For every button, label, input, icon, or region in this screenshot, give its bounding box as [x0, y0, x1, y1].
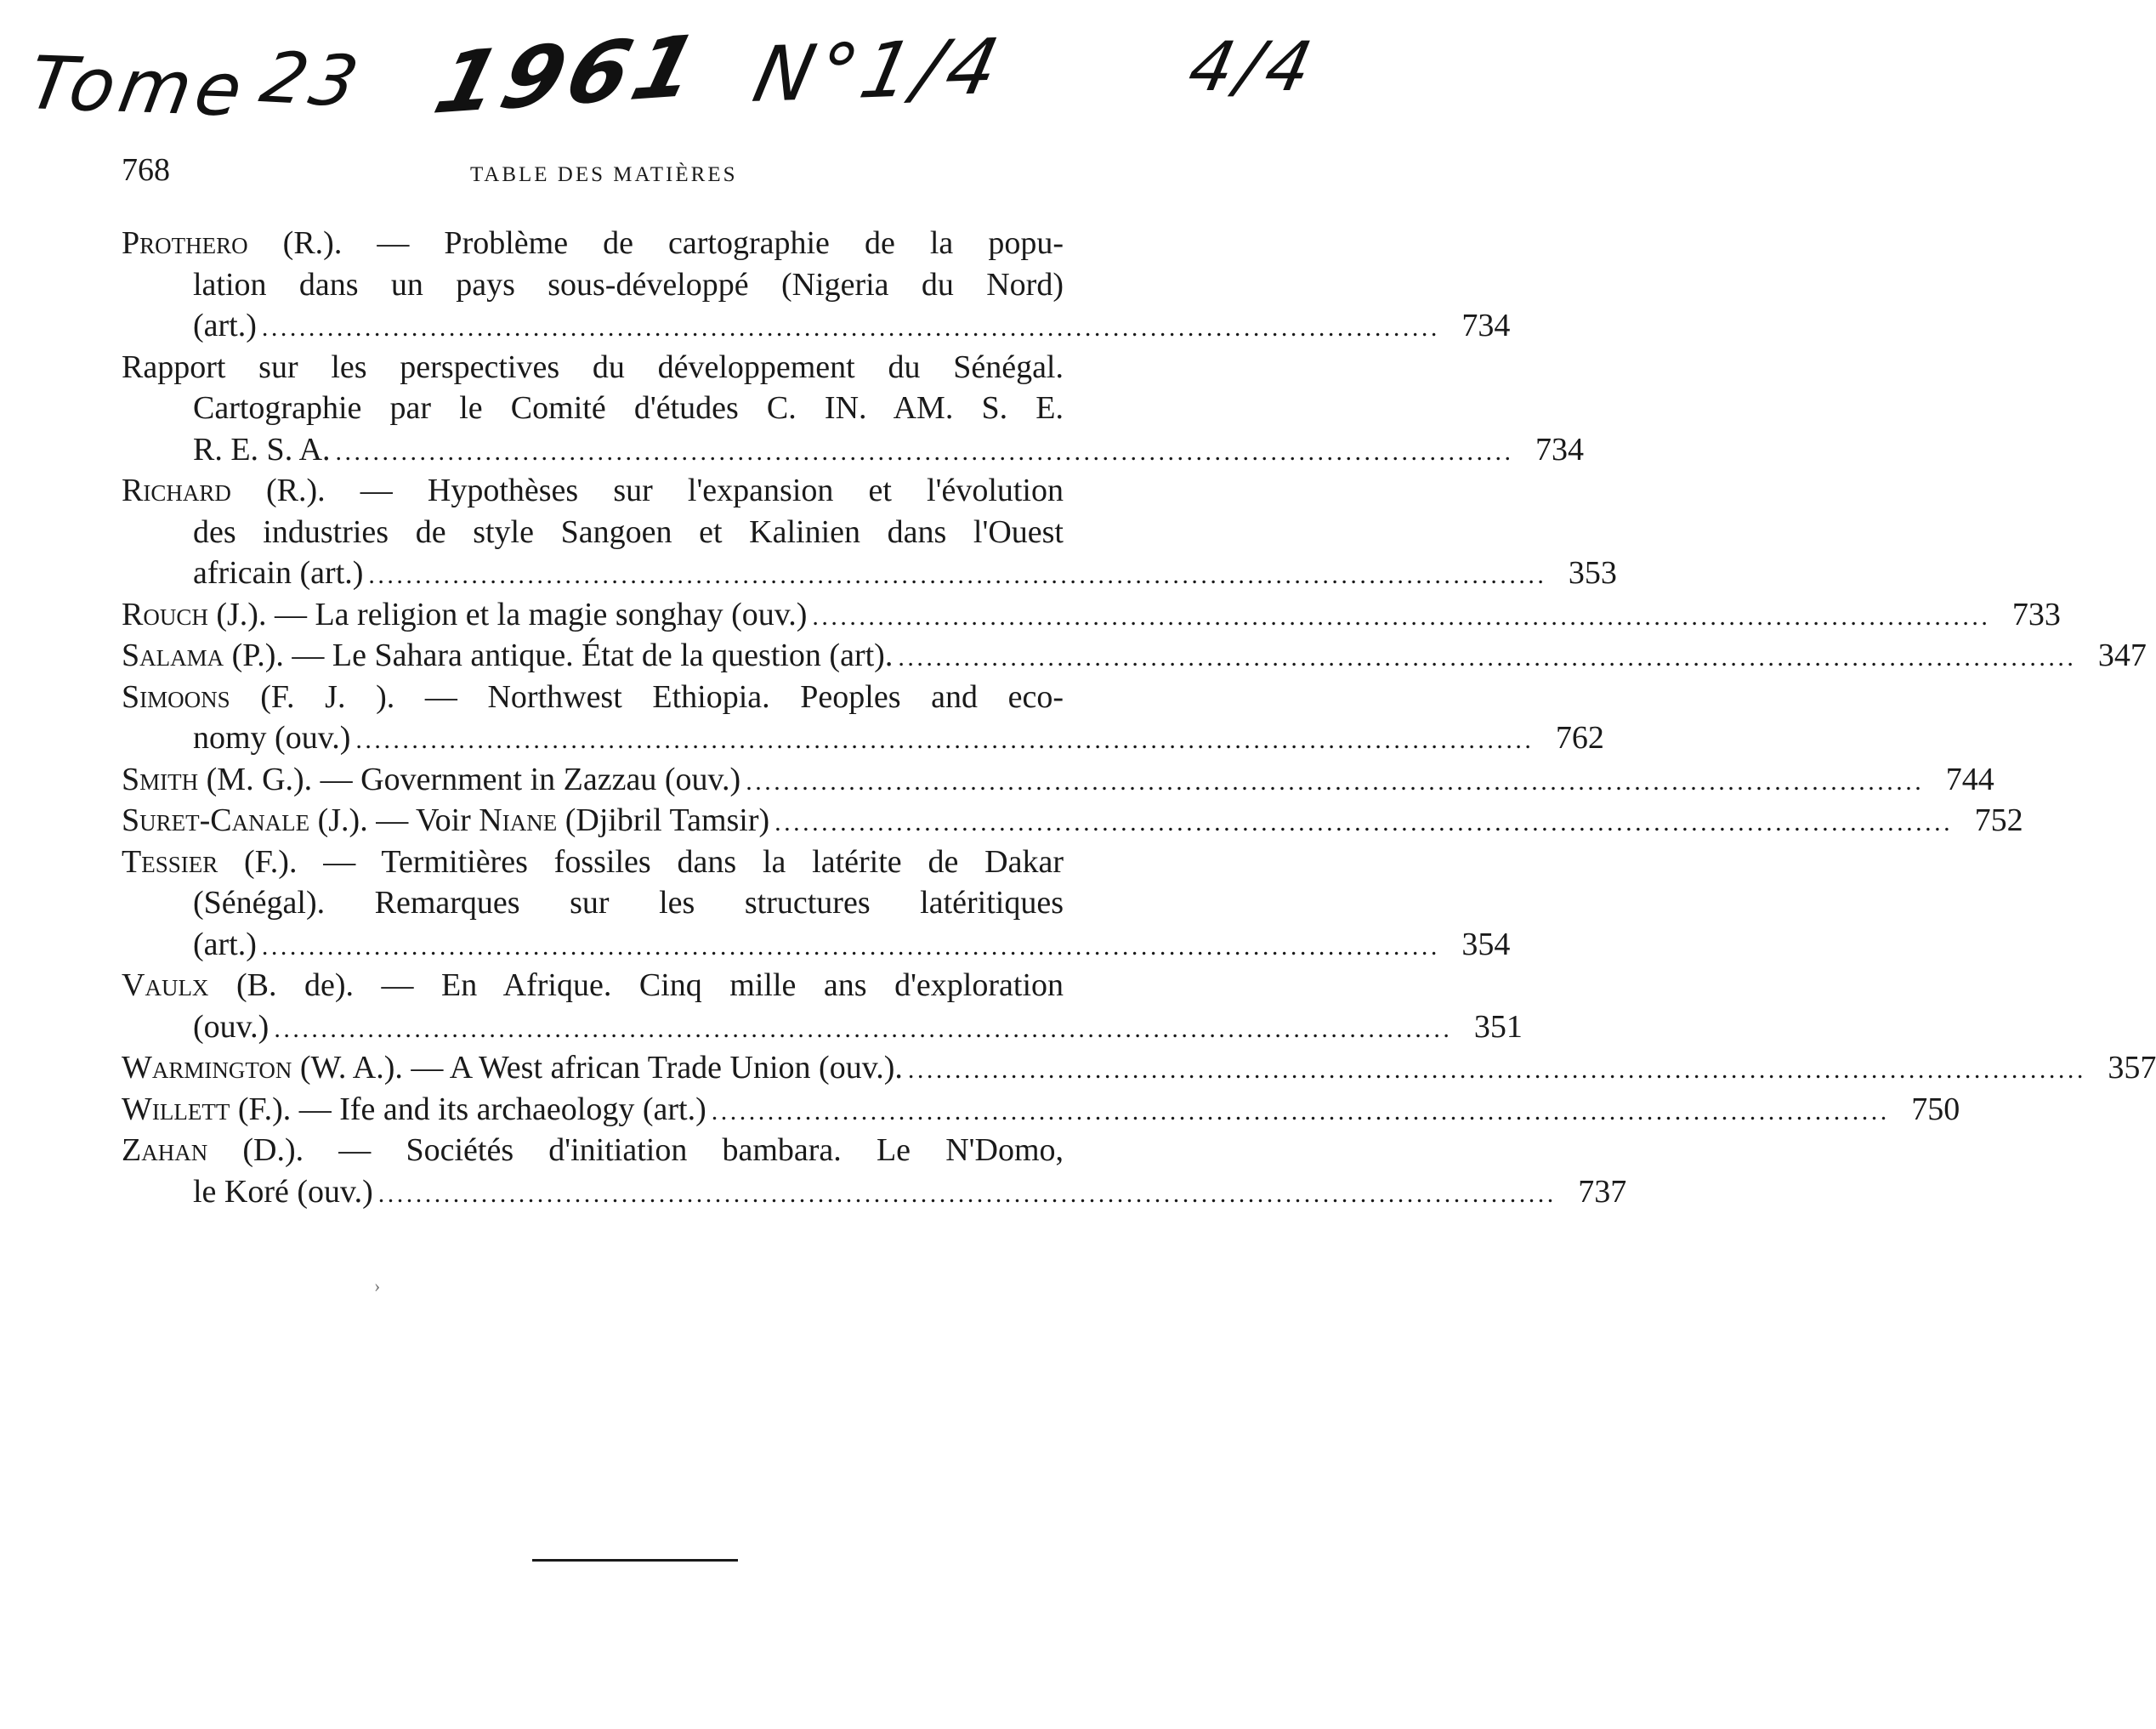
entry-text: (R.). — Problème de cartographie de la popu- — [247, 225, 1064, 261]
entry-text — [193, 305, 257, 347]
entry-text-segment: (J.). — Voir — [309, 802, 479, 838]
entry-page-number: 357 — [2108, 1050, 2156, 1086]
leader-dots — [274, 1009, 1448, 1051]
entry-cross-reference: Niane — [479, 802, 558, 838]
entry-last-line — [122, 1089, 1960, 1131]
entry-last-line — [122, 594, 2061, 636]
entry-line — [122, 677, 1064, 718]
entry-text: Cartographie par le Comité d'études C. IN. AM. S. E. — [193, 390, 1064, 426]
leader-dots — [774, 802, 1949, 844]
entry-text — [122, 1089, 706, 1131]
toc-entry — [122, 842, 1511, 966]
entry-text-segment: (Djibril Tamsir) — [557, 802, 770, 838]
entry-text — [122, 800, 769, 842]
running-header — [122, 151, 1167, 194]
table-of-contents — [122, 223, 2156, 1212]
entry-text: (D.). — Sociétés d'initiation bambara. Le N'Domo, — [207, 1132, 1064, 1168]
entry-last-line — [122, 553, 1617, 594]
entry-line — [122, 388, 1064, 429]
annotation-fraction: 4/4 — [1182, 27, 1324, 106]
entry-text — [193, 1006, 269, 1048]
entry-line — [122, 223, 1064, 264]
entry-page-number: 734 — [1535, 431, 1585, 468]
entry-line — [122, 965, 1064, 1006]
annotation-year: 1961 — [425, 15, 713, 133]
entry-text: lation dans un pays sous-développé (Nigeria du Nord) — [193, 266, 1064, 303]
entry-line — [122, 347, 1064, 388]
entry-line — [122, 470, 1064, 512]
entry-page-number: 353 — [1568, 555, 1617, 591]
end-rule — [532, 1559, 738, 1562]
entry-last-line — [122, 924, 1511, 966]
page-number: 768 — [122, 152, 170, 188]
toc-entry — [122, 1130, 1627, 1212]
entry-author: Salama — [122, 638, 224, 673]
entry-text-segment: (W. A.). — A West african Trade Union (ouv.). — [292, 1050, 903, 1086]
entry-page-number: 744 — [1945, 761, 1994, 797]
leader-dots — [908, 1050, 2082, 1091]
entry-text-segment: (ouv.) — [193, 1008, 270, 1045]
entry-author: Prothero — [122, 225, 248, 261]
leader-dots — [355, 720, 1529, 762]
entry-last-line — [122, 759, 1994, 801]
leader-dots — [368, 555, 1542, 597]
entry-author: Willett — [122, 1091, 230, 1127]
entry-text-segment: (art.) — [193, 926, 257, 962]
entry-page-number: 354 — [1461, 926, 1511, 962]
entry-text — [193, 553, 363, 594]
entry-text: (F. J. ). — Northwest Ethiopia. Peoples and eco- — [230, 678, 1064, 715]
entry-page-number: 347 — [2097, 638, 2147, 673]
entry-text — [122, 594, 807, 636]
toc-entry — [122, 223, 1511, 347]
annotation-tome: Tome — [22, 41, 253, 133]
entry-page-number: 733 — [2011, 596, 2061, 632]
leader-dots — [262, 308, 1436, 349]
entry-text: Rapport sur les perspectives du développement du Sénégal. — [122, 349, 1064, 385]
leader-dots — [746, 762, 1920, 803]
entry-line — [122, 264, 1064, 306]
annotation-volume: 23 — [253, 37, 371, 123]
entry-last-line — [122, 1171, 1627, 1213]
leader-dots — [262, 927, 1436, 968]
entry-author: Richard — [122, 473, 231, 508]
entry-page-number: 762 — [1555, 720, 1604, 756]
entry-page-number: 750 — [1911, 1091, 1960, 1127]
entry-line — [122, 882, 1064, 924]
toc-entry — [122, 470, 1617, 594]
toc-entry — [122, 1047, 2156, 1089]
toc-entry — [122, 594, 2061, 636]
leader-dots — [336, 432, 1510, 473]
annotation-number: N°1/4 — [746, 21, 1012, 120]
leader-dots — [378, 1174, 1552, 1216]
entry-last-line — [122, 1047, 2156, 1089]
toc-entry — [122, 677, 1604, 759]
entry-author: Tessier — [122, 843, 218, 880]
entry-last-line — [122, 635, 2147, 677]
entry-text-segment: africain (art.) — [193, 555, 364, 591]
toc-entry — [122, 800, 2023, 842]
entry-text-segment: (art.) — [193, 308, 257, 343]
entry-text — [122, 759, 740, 801]
entry-text: (F.). — Termitières fossiles dans la latérite de Dakar — [218, 843, 1064, 880]
entry-author: Zahan — [122, 1132, 208, 1168]
entry-text: (Sénégal). Remarques sur les structures latéritiques — [193, 885, 1064, 921]
entry-text: (R.). — Hypothèses sur l'expansion et l'évolution — [230, 473, 1064, 508]
entry-author: Warmington — [122, 1050, 292, 1086]
handwritten-annotation — [22, 15, 1324, 143]
entry-text-segment: le Koré (ouv.) — [193, 1173, 373, 1210]
entry-page-number: 351 — [1473, 1008, 1523, 1045]
leader-dots — [712, 1091, 1886, 1133]
toc-entry — [122, 347, 1585, 471]
entry-text — [122, 635, 893, 677]
running-title: TABLE DES MATIÈRES — [470, 163, 738, 186]
scan-speck: › — [374, 1275, 381, 1296]
toc-entry — [122, 965, 1523, 1047]
entry-text-segment: (M. G.). — Government in Zazzau (ouv.) — [198, 761, 741, 797]
entry-author: Rouch — [122, 596, 208, 632]
entry-text — [193, 429, 331, 471]
entry-line — [122, 842, 1064, 883]
entry-text: des industries de style Sangoen et Kalinien dans l'Ouest — [193, 513, 1064, 550]
entry-text — [193, 924, 257, 966]
leader-dots — [898, 638, 2072, 679]
entry-author: Smith — [122, 761, 199, 797]
entry-last-line — [122, 1006, 1523, 1048]
entry-text — [122, 1047, 903, 1089]
entry-line — [122, 1130, 1064, 1171]
entry-text-segment: R. E. S. A. — [193, 431, 331, 468]
entry-text-segment: nomy (ouv.) — [193, 720, 351, 756]
toc-entry — [122, 759, 1994, 801]
entry-last-line — [122, 305, 1511, 347]
entry-text-segment: (J.). — La religion et la magie songhay (ouv.) — [207, 596, 808, 632]
entry-last-line — [122, 717, 1604, 759]
entry-text-segment: (F.). — Ife and its archaeology (art.) — [230, 1091, 706, 1127]
entry-text-segment: (P.). — Le Sahara antique. État de la question (art). — [224, 638, 894, 673]
entry-last-line — [122, 429, 1585, 471]
entry-line — [122, 512, 1064, 553]
entry-last-line — [122, 800, 2023, 842]
entry-page-number: 734 — [1461, 308, 1511, 343]
toc-entry — [122, 635, 2147, 677]
entry-text: (B. de). — En Afrique. Cinq mille ans d'exploration — [208, 967, 1064, 1003]
entry-text — [193, 1171, 373, 1213]
leader-dots — [812, 597, 1986, 638]
toc-entry — [122, 1089, 1960, 1131]
entry-author: Simoons — [122, 678, 230, 715]
entry-author: Suret-Canale — [122, 802, 310, 838]
entry-text — [193, 717, 350, 759]
entry-page-number: 752 — [1974, 802, 2023, 838]
entry-author: Vaulx — [122, 967, 209, 1003]
entry-page-number: 737 — [1578, 1173, 1627, 1210]
